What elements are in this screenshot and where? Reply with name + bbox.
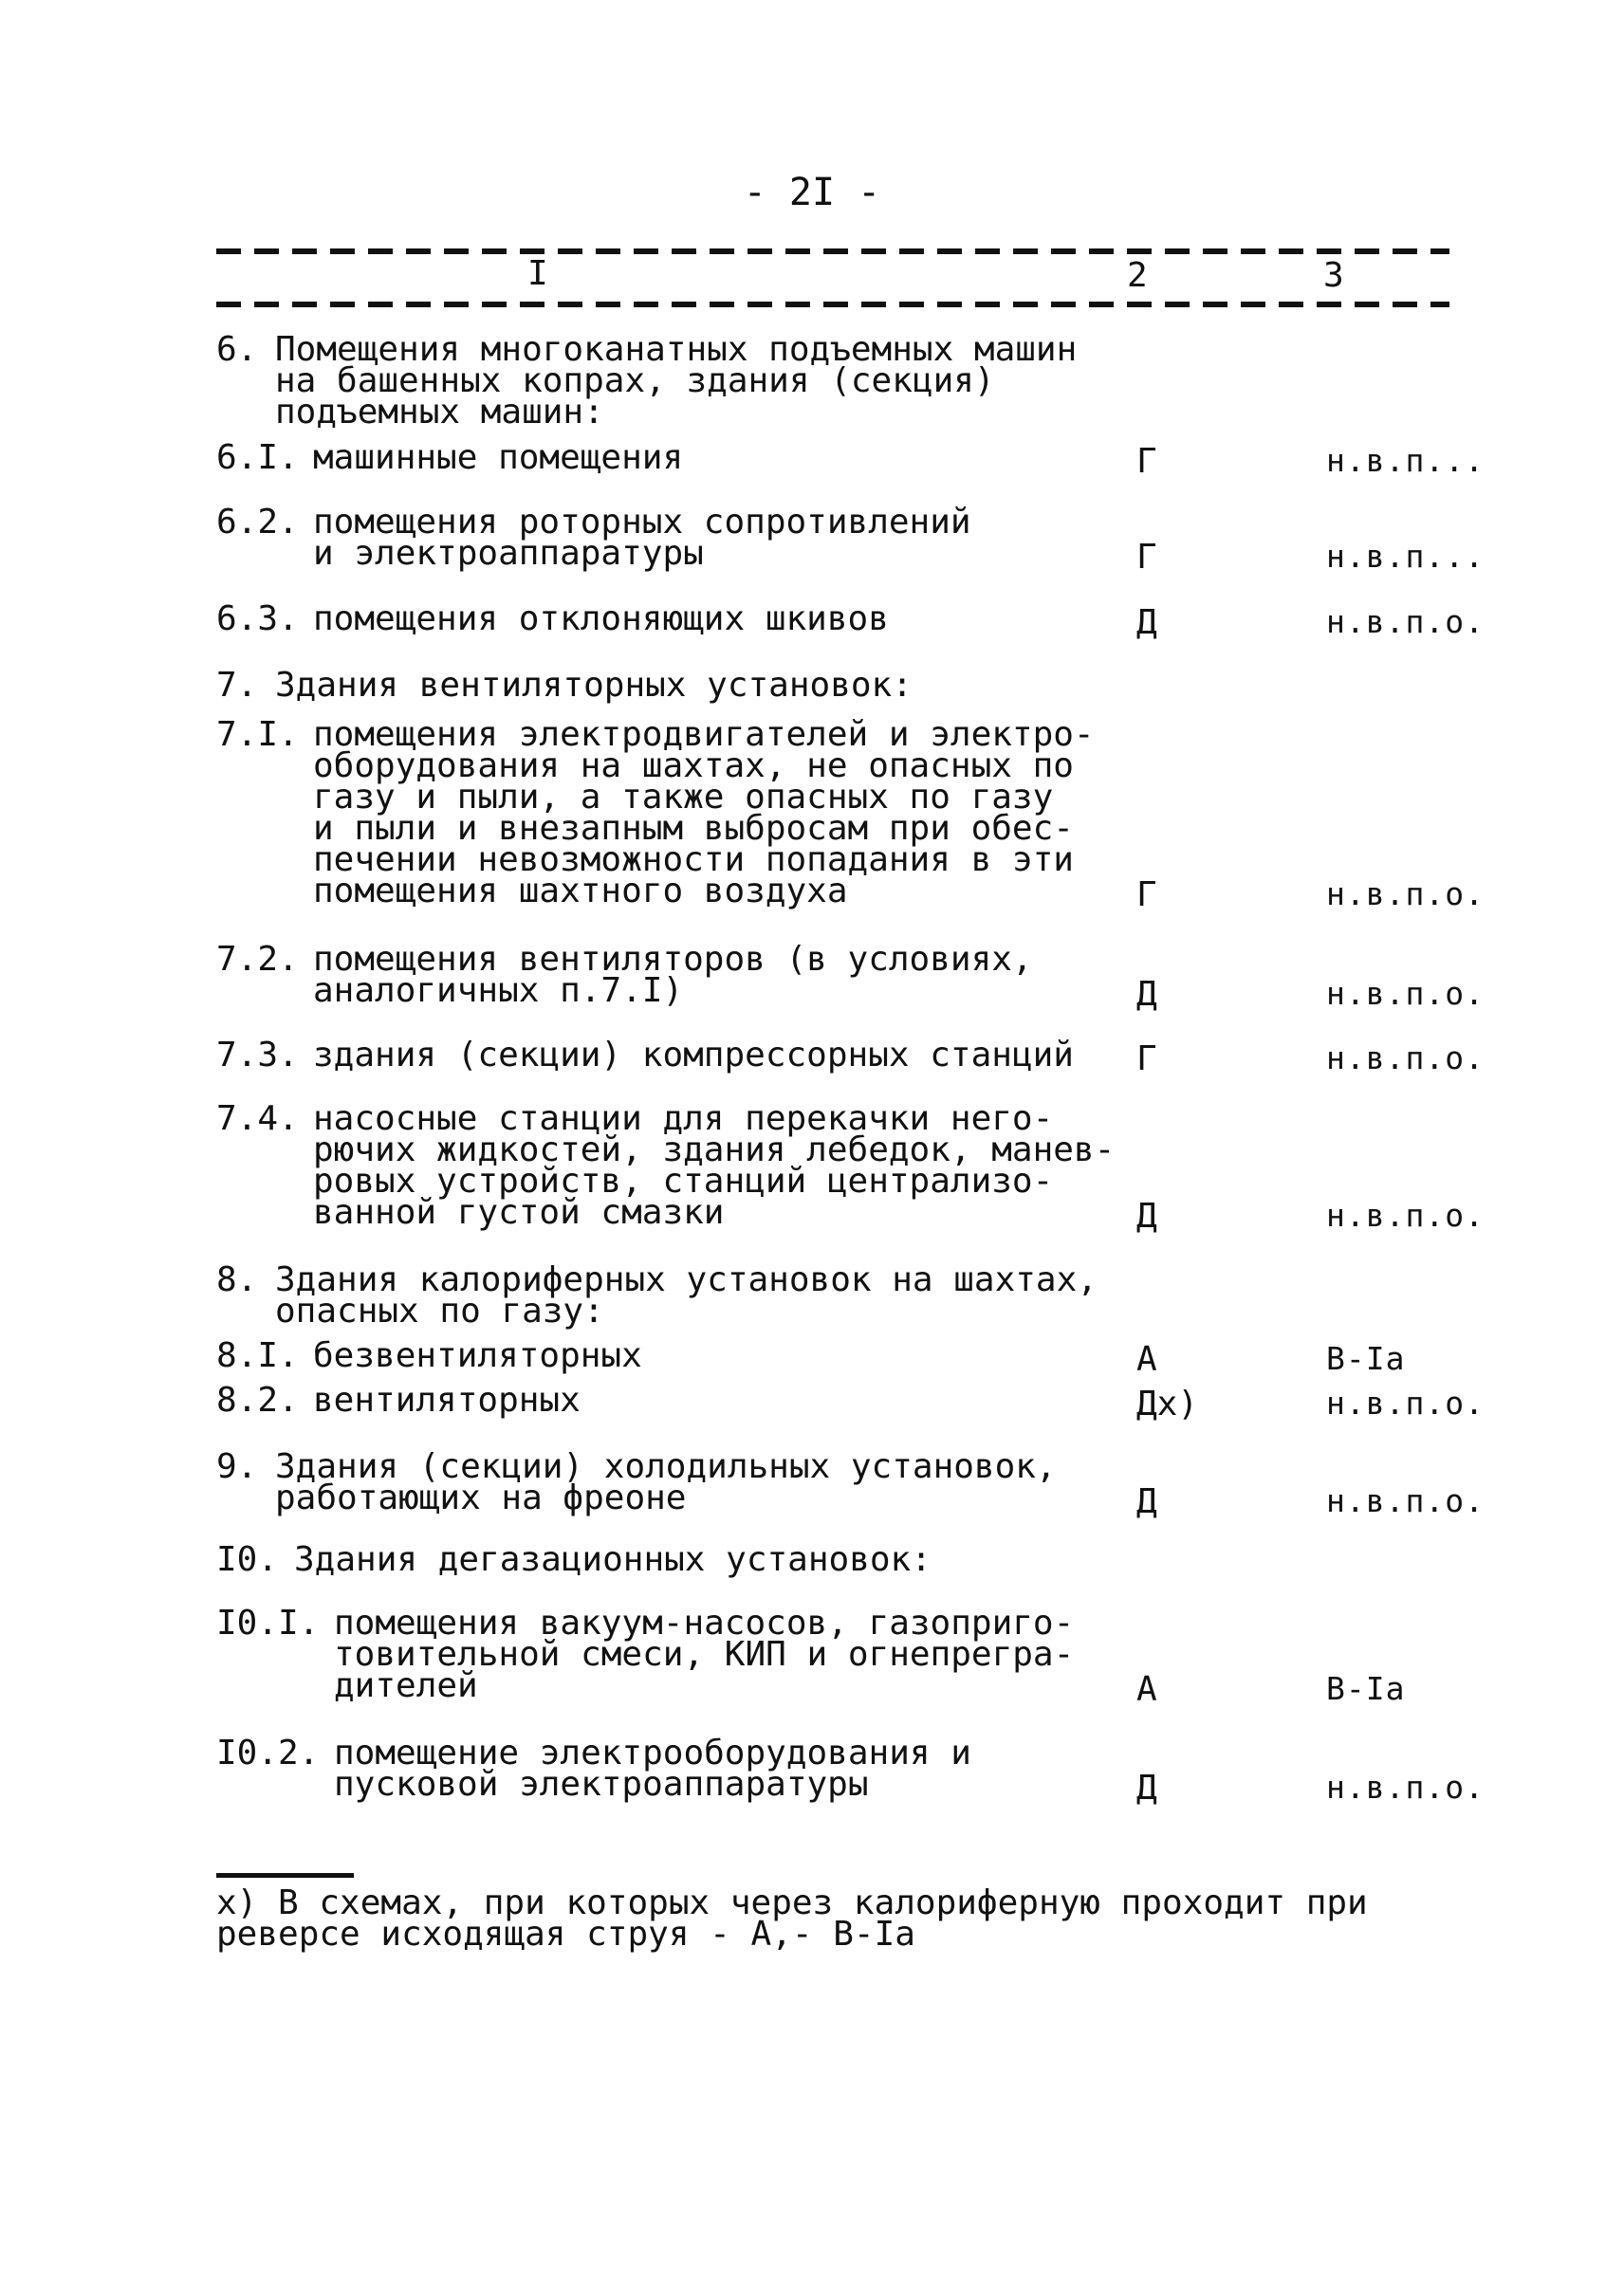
zone-class-cell: н.в.п... — [1326, 538, 1485, 575]
row-number: 6.3. — [216, 599, 299, 638]
column-header-3: 3 — [1323, 256, 1344, 295]
row-number: I0. — [216, 1540, 279, 1579]
page-number: - 2I - — [743, 171, 881, 214]
zone-class-cell: н.в.п.о. — [1326, 1197, 1485, 1234]
zone-class-cell: В-Iа — [1326, 1670, 1406, 1707]
zone-class-cell: н.в.п.о. — [1326, 975, 1485, 1012]
row-text: Здания калориферных установок на шахтах, опасных по газу: — [275, 1260, 1098, 1331]
category-cell: Г — [1136, 1039, 1157, 1078]
row-text: помещение электрооборудования и пусковой электроаппаратуры — [334, 1734, 971, 1804]
row-number: 8.2. — [216, 1381, 299, 1420]
row-text: безвентиляторных — [313, 1336, 642, 1375]
category-cell: Дх) — [1136, 1385, 1199, 1424]
row-text: Помещения многоканатных подъемных машин на башенных копрах, здания (секция) подъемных машин: — [275, 330, 1078, 432]
zone-class-cell: н.в.п.о. — [1326, 1385, 1485, 1422]
category-cell: Д — [1136, 1769, 1157, 1808]
row-text: помещения отклоняющих шкивов — [313, 599, 889, 638]
zone-class-cell: н.в.п.о. — [1326, 1769, 1485, 1806]
category-cell: Д — [1136, 975, 1157, 1014]
row-text: машинные помещения — [313, 438, 684, 477]
zone-class-cell: н.в.п.о. — [1326, 1039, 1485, 1076]
zone-class-cell: н.в.п... — [1326, 442, 1485, 479]
row-text: Здания дегазационных установок: — [294, 1540, 932, 1579]
row-text: помещения роторных сопротивлений и электроаппаратуры — [313, 503, 971, 573]
zone-class-cell: В-Iа — [1326, 1340, 1406, 1377]
zone-class-cell: н.в.п.о. — [1326, 1482, 1485, 1519]
row-number: 9. — [216, 1447, 258, 1486]
row-number: I0.2. — [216, 1734, 320, 1773]
row-number: 6.I. — [216, 438, 299, 477]
table-top-rule — [216, 248, 1449, 254]
zone-class-cell: н.в.п.о. — [1326, 603, 1485, 640]
row-number: 6.2. — [216, 503, 299, 542]
footnote: х) В схемах, при которых через калориферную проходит при реверсе исходящая струя - А,- В-Iа — [216, 1883, 1368, 1954]
category-cell: Д — [1136, 603, 1157, 642]
category-cell: А — [1136, 1670, 1157, 1709]
category-cell: Д — [1136, 1482, 1157, 1521]
row-text: помещения электродвигателей и электро- оборудования на шахтах, не опасных по газу и пыли, а также опасных по газу и пыли и внезапным выбросам при обес- печении невозможности попадания в эти помещения шахтного воздуха — [313, 715, 1095, 910]
category-cell: Г — [1136, 442, 1157, 481]
row-text: помещения вентиляторов (в условиях, аналогичных п.7.I) — [313, 940, 1033, 1010]
table-header-rule — [216, 302, 1449, 307]
row-number: 7.3. — [216, 1036, 299, 1075]
row-text: вентиляторных — [313, 1381, 581, 1420]
row-text: насосные станции для перекачки него- рючих жидкостей, здания лебедок, манев- ровых устройств, станций централизо- ванной густой смазки — [313, 1099, 1116, 1232]
row-text: здания (секции) компрессорных станций — [313, 1036, 1074, 1075]
row-number: 7.4. — [216, 1099, 299, 1138]
category-cell: А — [1136, 1340, 1157, 1379]
category-cell: Г — [1136, 875, 1157, 914]
row-text: Здания вентиляторных установок: — [275, 666, 913, 705]
row-number: 7.2. — [216, 940, 299, 979]
column-header-1: I — [527, 254, 548, 293]
row-text: помещения вакуум-насосов, газоприго- товительной смеси, КИП и огнепрегра- дителей — [334, 1604, 1075, 1705]
row-number: 8.I. — [216, 1336, 299, 1375]
column-header-2: 2 — [1127, 256, 1148, 295]
row-text: Здания (секции) холодильных установок, работающих на фреоне — [275, 1447, 1057, 1517]
row-number: 7.I. — [216, 715, 299, 754]
row-number: I0.I. — [216, 1604, 320, 1643]
zone-class-cell: н.в.п.о. — [1326, 875, 1485, 912]
row-number: 8. — [216, 1260, 258, 1299]
category-cell: Г — [1136, 538, 1157, 577]
category-cell: Д — [1136, 1197, 1157, 1236]
row-number: 6. — [216, 330, 258, 369]
row-number: 7. — [216, 666, 258, 705]
footnote-rule — [216, 1873, 354, 1878]
